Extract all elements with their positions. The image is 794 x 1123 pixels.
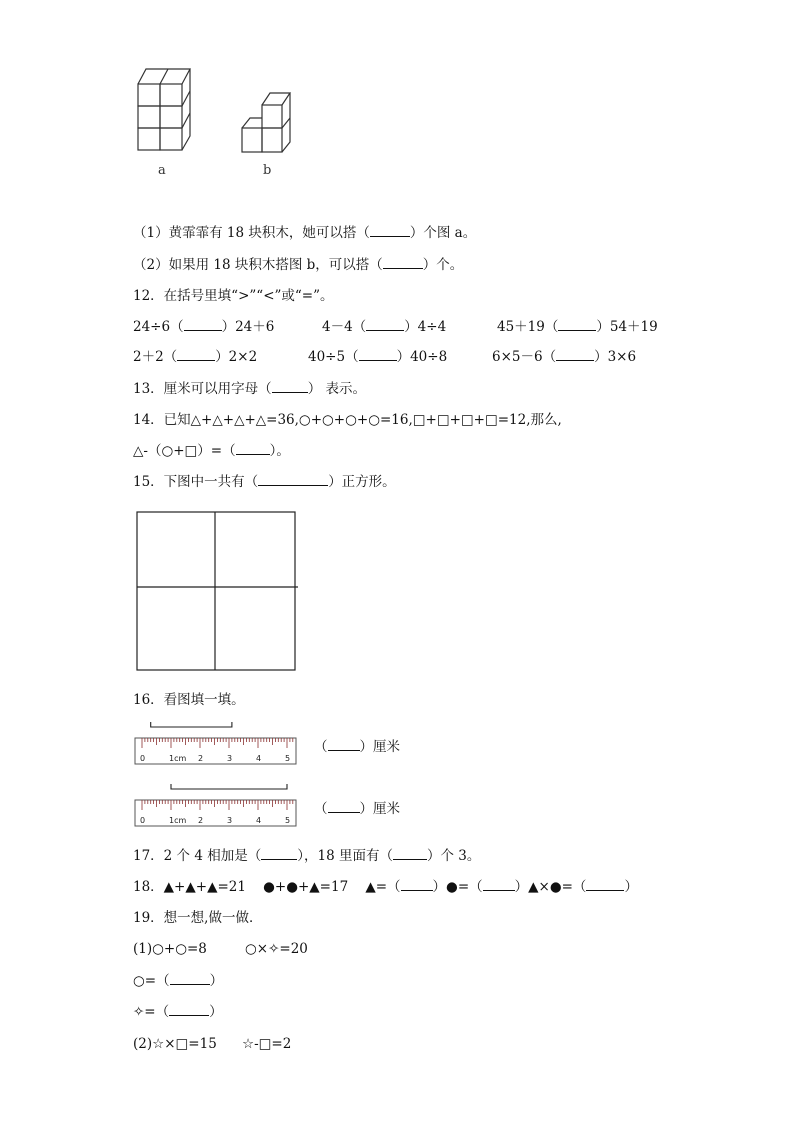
answer-blank[interactable]	[236, 442, 270, 455]
q16-answer-1: （ ）厘米	[314, 739, 400, 755]
ruler-label: 0	[140, 754, 146, 763]
answer-blank[interactable]	[328, 800, 360, 813]
figure-b-caption: b	[263, 163, 272, 178]
answer-blank[interactable]	[556, 348, 594, 361]
q11-part2: （2）如果用 18 块积木搭图 b，可以搭（ ）个。	[133, 257, 464, 273]
q19-p2-eq1: (2)☆×□=15	[133, 1036, 217, 1052]
answer-blank[interactable]	[366, 318, 404, 331]
measure-bracket	[171, 784, 287, 789]
answer-blank[interactable]	[393, 847, 427, 860]
ruler-label: 4	[256, 816, 262, 825]
answer-blank[interactable]	[177, 348, 215, 361]
answer-blank[interactable]	[170, 972, 210, 985]
measure-bracket	[151, 722, 232, 727]
answer-blank[interactable]	[359, 348, 397, 361]
answer-blank[interactable]	[383, 256, 423, 269]
answer-blank[interactable]	[272, 380, 308, 393]
cube-figure-a	[136, 66, 196, 166]
answer-blank[interactable]	[401, 878, 433, 891]
ruler-label: 5	[285, 816, 291, 825]
q17: 17．2 个 4 相加是（ ），18 里面有（ ）个 3。	[133, 848, 481, 864]
q19-p1-answer2: ✧=（ ）	[133, 1004, 223, 1020]
answer-blank[interactable]	[558, 318, 596, 331]
answer-blank[interactable]	[586, 878, 624, 891]
q19-p1-answer1: ○=（ ）	[133, 973, 224, 989]
q12-item-1: 24÷6（ ）24＋6	[133, 319, 275, 335]
ruler-label: 1cm	[169, 754, 187, 763]
answer-blank[interactable]	[370, 224, 410, 237]
answer-blank[interactable]	[261, 847, 297, 860]
q13: 13．厘米可以用字母（ ） 表示。	[133, 381, 366, 397]
ruler-label: 3	[227, 754, 233, 763]
answer-blank[interactable]	[184, 318, 222, 331]
answer-blank[interactable]	[483, 878, 515, 891]
q19-title: 19．想一想,做一做．	[133, 910, 263, 926]
ruler-2	[134, 782, 304, 834]
q12-item-5: 40÷5（ ）40÷8	[308, 349, 448, 365]
q19-p1-eq2: ○×✧=20	[245, 941, 308, 957]
q15: 15．下图中一共有（ ）正方形。	[133, 474, 396, 490]
ruler-label: 2	[198, 754, 204, 763]
answer-blank[interactable]	[328, 738, 360, 751]
q12-item-4: 2＋2（ ）2×2	[133, 349, 258, 365]
ruler-label: 5	[285, 754, 291, 763]
q14-line2: △-（○+□）=（ ）。	[133, 443, 290, 459]
squares-figure	[136, 511, 301, 673]
q18: 18．▲+▲+▲=21 ●+●+▲=17 ▲=（ ）●=（ ）▲×●=（ ）	[133, 879, 638, 895]
q12-item-6: 6×5－6（ ）3×6	[492, 349, 637, 365]
ruler-label: 0	[140, 816, 146, 825]
ruler-label: 4	[256, 754, 262, 763]
ruler-label: 3	[227, 816, 233, 825]
answer-blank[interactable]	[258, 473, 328, 486]
ruler-label: 1cm	[169, 816, 187, 825]
q14-line1: 14．已知△+△+△+△=36,○+○+○+○=16,□+□+□+□=12,那么,	[133, 412, 562, 428]
ruler-1	[134, 720, 299, 772]
q19-p1-eq1: (1)○+○=8	[133, 941, 207, 957]
answer-blank[interactable]	[169, 1003, 209, 1016]
figure-a-caption: a	[158, 163, 166, 178]
q19-p2-eq2: ☆-□=2	[242, 1036, 292, 1052]
q16-title: 16．看图填一填。	[133, 692, 245, 708]
q12-title: 12．在括号里填“>”“<”或“=”。	[133, 288, 334, 304]
q11-part1: （1）黄霏霏有 18 块积木，她可以搭（ ）个图 a。	[133, 225, 477, 241]
cube-figure-b	[240, 90, 300, 160]
q12-item-2: 4－4（ ）4÷4	[322, 319, 447, 335]
q16-answer-2: （ ）厘米	[314, 801, 400, 817]
ruler-label: 2	[198, 816, 204, 825]
q12-item-3: 45＋19（ ）54＋19	[497, 319, 658, 335]
